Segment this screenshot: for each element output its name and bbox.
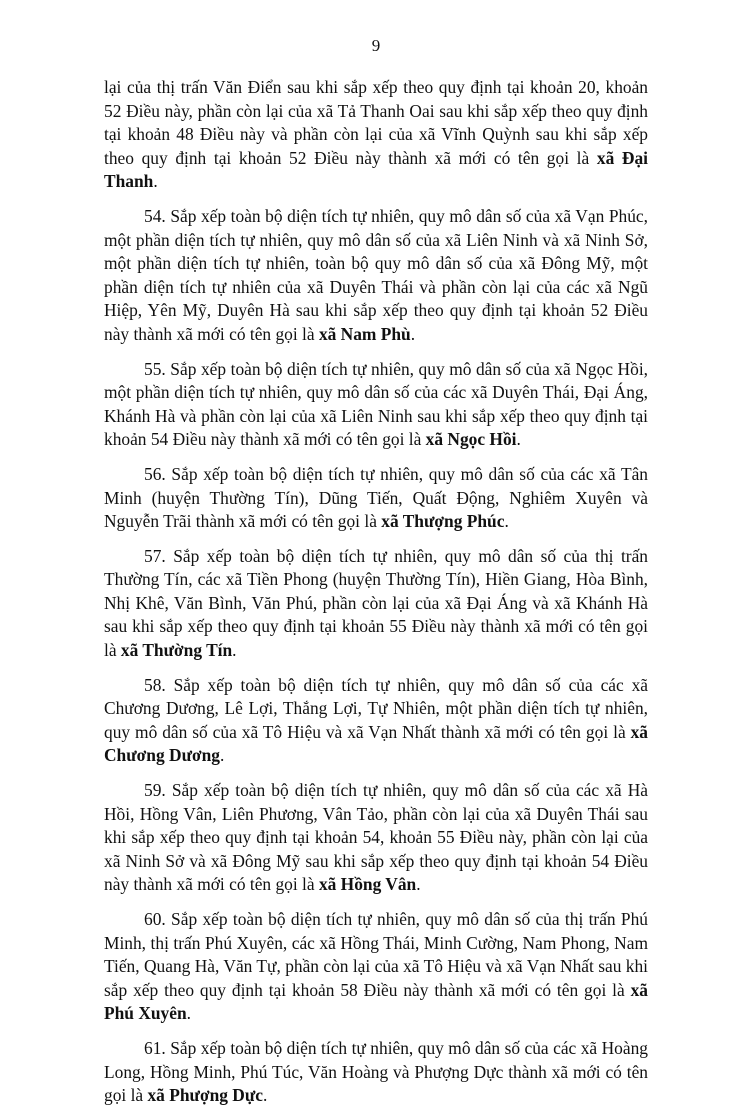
paragraph-item-61 <box>104 1037 648 1108</box>
paragraph-text: 57. Sắp xếp toàn bộ diện tích tự nhiên, quy mô dân số của thị trấn Thường Tín, các xã Tiền Phong (huyện Thường Tín), Hiền Giang, Hòa Bình, Nhị Khê, Văn Bình, Văn Phú, phần còn lại của xã Đại Áng và xã Khánh Hà sau khi sắp xếp theo quy định tại khoản 55 Điều này thành xã mới có tên gọi là <box>104 545 648 661</box>
paragraph-text: 55. Sắp xếp toàn bộ diện tích tự nhiên, quy mô dân số của xã Ngọc Hồi, một phần diện tích tự nhiên, quy mô dân số của các xã Duyên Thái, Đại Áng, Khánh Hà và phần còn lại của xã Liên Ninh sau khi sắp xếp theo quy định tại khoản 54 Điều này thành xã mới có tên gọi là <box>104 358 648 450</box>
paragraph-item-56 <box>104 463 648 534</box>
paragraph-end: . <box>186 1003 191 1024</box>
paragraph-end: . <box>410 323 416 344</box>
paragraph-text: 58. Sắp xếp toàn bộ diện tích tự nhiên, quy mô dân số của các xã Chương Dương, Lê Lợi, Thắng Lợi, Tự Nhiên, một phần diện tích tự nhiên, quy mô dân số của xã Tô Hiệu và xã Vạn Nhất thành xã mới có tên gọi là <box>104 674 648 742</box>
commune-name: xã Thượng Phúc <box>381 511 505 532</box>
paragraph-item-55 <box>104 358 648 452</box>
paragraph-item-59 <box>104 779 648 897</box>
paragraph-text: 54. Sắp xếp toàn bộ diện tích tự nhiên, quy mô dân số của xã Vạn Phúc, một phần diện tích tự nhiên, quy mô dân số của xã Liên Ninh và xã Ninh Sở, một phần diện tích tự nhiên, toàn bộ quy mô dân số của xã Đông Mỹ, một phần diện tích tự nhiên của xã Duyên Thái và phần còn lại của các xã Ngũ Hiệp, Yên Mỹ, Duyên Hà sau khi sắp xếp theo quy định tại khoản 52 Điều này thành xã mới có tên gọi là <box>104 205 648 344</box>
paragraph-end: . <box>263 1085 268 1106</box>
paragraph-text: 61. Sắp xếp toàn bộ diện tích tự nhiên, quy mô dân số của các xã Hoàng Long, Hồng Minh, Phú Túc, Văn Hoàng và Phượng Dực thành xã mới có tên gọi là <box>104 1037 648 1106</box>
paragraph-text: 59. Sắp xếp toàn bộ diện tích tự nhiên, quy mô dân số của các xã Hà Hồi, Hồng Vân, Liên Phương, Vân Tảo, phần còn lại của xã Duyên Thái sau khi sắp xếp theo quy định tại khoản 54, khoản 55 Điều này, phần còn lại của xã Ninh Sở và xã Đông Mỹ sau khi sắp xếp theo quy định tại khoản 54 Điều này thành xã mới có tên gọi là <box>104 780 648 895</box>
paragraph-end: . <box>232 640 237 661</box>
commune-name: xã Phượng Dực <box>147 1085 263 1106</box>
paragraph-end: . <box>416 874 421 895</box>
paragraph-item-57 <box>104 545 648 663</box>
paragraph-end: . <box>220 745 225 766</box>
paragraph-item-54 <box>104 205 648 347</box>
paragraph-text: lại của thị trấn Văn Điển sau khi sắp xếp theo quy định tại khoản 20, khoản 52 Điều này, phần còn lại của xã Tả Thanh Oai sau khi sắp xếp theo quy định tại khoản 48 Điều này và phần còn lại của xã Vĩnh Quỳnh sau khi sắp xếp theo quy định tại khoản 52 Điều này thành xã mới có tên gọi là <box>104 77 648 168</box>
paragraph-continuation <box>104 76 648 194</box>
paragraph-item-58 <box>104 674 648 768</box>
paragraph-end: . <box>504 511 509 532</box>
commune-name: xã Phú Xuyên <box>104 979 648 1024</box>
paragraph-end: . <box>153 171 158 192</box>
paragraph-item-60 <box>104 908 648 1026</box>
commune-name: xã Đại Thanh <box>104 147 648 192</box>
commune-name: xã Hồng Vân <box>318 874 417 895</box>
paragraph-end: . <box>516 429 521 450</box>
commune-name: xã Nam Phù <box>318 323 411 344</box>
paragraph-text: 56. Sắp xếp toàn bộ diện tích tự nhiên, quy mô dân số của các xã Tân Minh (huyện Thường Tín), Dũng Tiến, Quất Động, Nghiêm Xuyên và Nguyễn Trãi thành xã mới có tên gọi là <box>104 463 648 532</box>
commune-name: xã Chương Dương <box>104 721 648 766</box>
paragraph-text: 60. Sắp xếp toàn bộ diện tích tự nhiên, quy mô dân số của thị trấn Phú Minh, thị trấn Phú Xuyên, các xã Hồng Thái, Minh Cường, Nam Phong, Nam Tiến, Quang Hà, Văn Tự, phần còn lại của xã Tô Hiệu và xã Vạn Nhất sau khi sắp xếp theo quy định tại khoản 58 Điều này thành xã mới có tên gọi là <box>104 909 648 1000</box>
page-number: 9 <box>371 36 381 55</box>
commune-name: xã Thường Tín <box>120 640 233 661</box>
commune-name: xã Ngọc Hồi <box>425 429 517 450</box>
